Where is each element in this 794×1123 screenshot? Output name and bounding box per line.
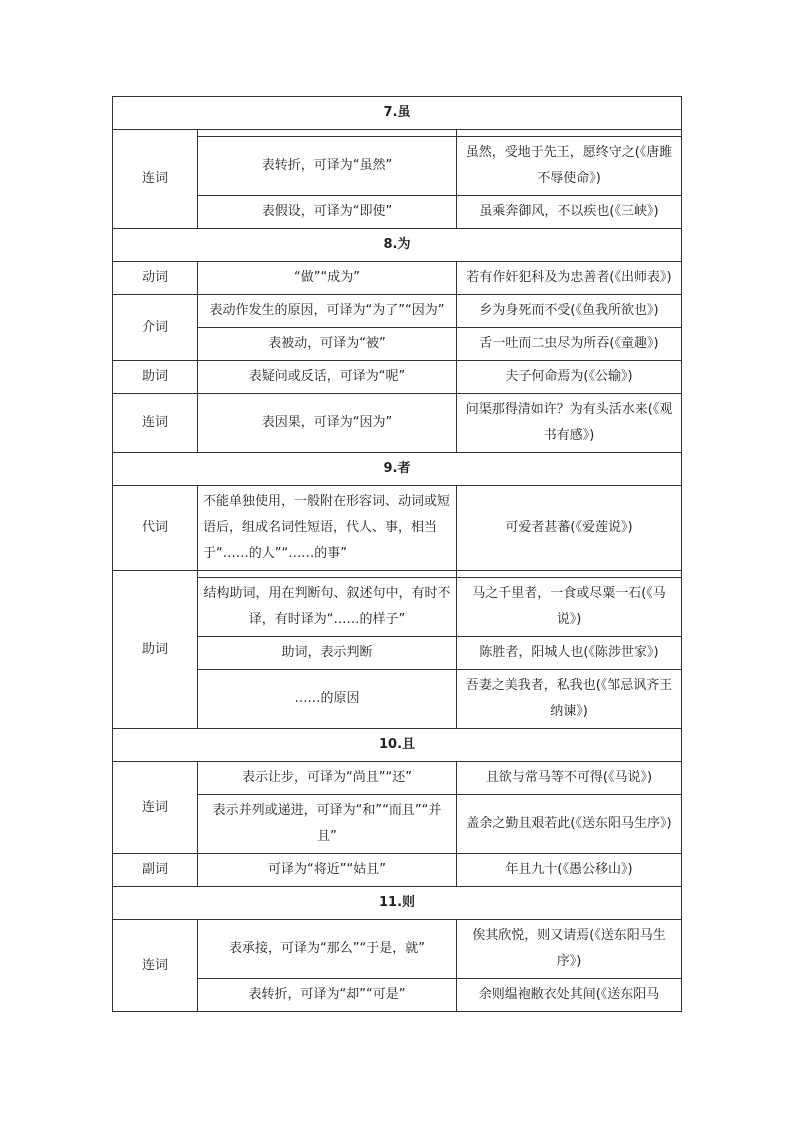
meaning-cell: “做”“成为” — [198, 262, 457, 295]
example-cell: 马之千里者，一食或尽粟一石(《马说》) — [457, 578, 682, 637]
table-row — [113, 394, 682, 453]
table-row — [113, 578, 682, 637]
example-cell: 年且九十(《愚公移山》) — [457, 854, 682, 887]
part-of-speech-cell: 副词 — [113, 854, 198, 887]
meaning-cell: 表动作发生的原因，可译为“为了”“因为” — [198, 295, 457, 328]
example-cell: 虽乘奔御风，不以疾也(《三峡》) — [457, 196, 682, 229]
section-header-sui — [113, 97, 682, 130]
meaning-cell: 表因果，可译为“因为” — [198, 394, 457, 453]
example-cell: 吾妻之美我者，私我也(《邹忌讽齐王纳谏》) — [457, 670, 682, 729]
section-header-zhe — [113, 453, 682, 486]
example-cell: 陈胜者，阳城人也(《陈涉世家》) — [457, 637, 682, 670]
example-cell: 虽然，受地于先王，愿终守之(《唐雎不辱使命》) — [457, 137, 682, 196]
meaning-cell: 表被动，可译为“被” — [198, 328, 457, 361]
example-cell: 盖余之勤且艰若此(《送东阳马生序》) — [457, 795, 682, 854]
table-row — [113, 196, 682, 229]
meaning-cell: 表承接，可译为“那么”“于是，就” — [198, 920, 457, 979]
part-of-speech-cell: 连词 — [113, 920, 198, 1012]
meaning-cell: 表示并列或递进，可译为“和”“而且”“并且” — [198, 795, 457, 854]
table-row — [113, 262, 682, 295]
table-row — [113, 920, 682, 979]
meaning-cell — [198, 130, 457, 137]
section-title: 7.虽 — [113, 97, 682, 130]
section-header-wei — [113, 229, 682, 262]
example-cell: 乡为身死而不受(《鱼我所欲也》) — [457, 295, 682, 328]
meaning-cell: 表假设，可译为“即使” — [198, 196, 457, 229]
function-word-table — [112, 96, 682, 1012]
part-of-speech-cell: 助词 — [113, 571, 198, 729]
table-row — [113, 795, 682, 854]
part-of-speech-cell: 连词 — [113, 394, 198, 453]
table-row — [113, 130, 682, 137]
table-row — [113, 328, 682, 361]
table-row — [113, 486, 682, 571]
meaning-cell: 结构助词，用在判断句、叙述句中，有时不译，有时译为“……的样子” — [198, 578, 457, 637]
part-of-speech-cell: 连词 — [113, 762, 198, 854]
part-of-speech-cell: 助词 — [113, 361, 198, 394]
table-row — [113, 979, 682, 1012]
table-row — [113, 762, 682, 795]
example-cell: 若有作奸犯科及为忠善者(《出师表》) — [457, 262, 682, 295]
meaning-cell: 表示让步，可译为“尚且”“还” — [198, 762, 457, 795]
section-title: 10.且 — [113, 729, 682, 762]
example-cell: 俟其欣悦，则又请焉(《送东阳马生序》) — [457, 920, 682, 979]
part-of-speech-cell: 代词 — [113, 486, 198, 571]
section-header-ze — [113, 887, 682, 920]
part-of-speech-cell: 介词 — [113, 295, 198, 361]
section-title: 9.者 — [113, 453, 682, 486]
meaning-cell — [198, 571, 457, 578]
example-cell: 夫子何命焉为(《公输》) — [457, 361, 682, 394]
example-cell — [457, 130, 682, 137]
example-cell: 余则缊袍敝衣处其间(《送东阳马 — [457, 979, 682, 1012]
table-row — [113, 571, 682, 578]
meaning-cell: 表转折，可译为“却”“可是” — [198, 979, 457, 1012]
example-cell: 可爱者甚蕃(《爱莲说》) — [457, 486, 682, 571]
section-title: 8.为 — [113, 229, 682, 262]
table-row — [113, 137, 682, 196]
part-of-speech-cell: 动词 — [113, 262, 198, 295]
example-cell: 问渠那得清如许？为有头活水来(《观书有感》) — [457, 394, 682, 453]
table-row — [113, 670, 682, 729]
part-of-speech-cell: 连词 — [113, 130, 198, 229]
table-row — [113, 361, 682, 394]
section-title: 11.则 — [113, 887, 682, 920]
meaning-cell: 表疑问或反话，可译为“呢” — [198, 361, 457, 394]
example-cell — [457, 571, 682, 578]
meaning-cell: 助词，表示判断 — [198, 637, 457, 670]
meaning-cell: 表转折，可译为“虽然” — [198, 137, 457, 196]
meaning-cell: 不能单独使用，一般附在形容词、动词或短语后，组成名词性短语，代人、事，相当于“……的人”“……的事” — [198, 486, 457, 571]
table-row — [113, 854, 682, 887]
meaning-cell: 可译为“将近”“姑且” — [198, 854, 457, 887]
example-cell: 且欲与常马等不可得(《马说》) — [457, 762, 682, 795]
meaning-cell: ……的原因 — [198, 670, 457, 729]
document-page — [112, 96, 681, 1012]
example-cell: 舌一吐而二虫尽为所吞(《童趣》) — [457, 328, 682, 361]
table-row — [113, 295, 682, 328]
table-row — [113, 637, 682, 670]
section-header-qie — [113, 729, 682, 762]
